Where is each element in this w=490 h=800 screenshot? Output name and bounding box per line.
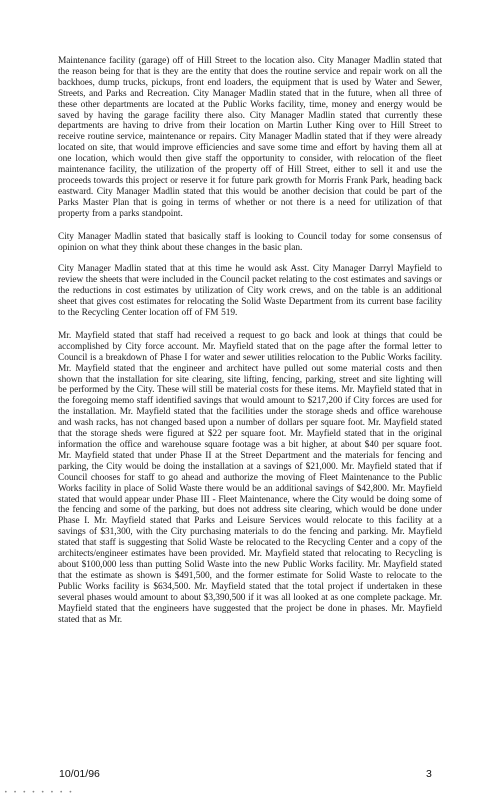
paragraph-1: Maintenance facility (garage) off of Hill Street to the location also. City Manager Madlin stated that the reason being for that is they are the entity that does the routine service and repair work on all the backhoes, dump trucks, pickups, front end loaders, the equipment that is used by Water and Sewer, Streets, and Parks and Recreation. City Manager Madlin stated that in the future, when all three of these other departments are located at the Public Works facility, time, money and energy would be saved by having the garage facility there also. City Manager Madlin stated that currently these departments are having to drive from their location on Martin Luther King over to Hill Street to receive routine service, maintenance or repairs. City Manager Madlin stated that if they were already located on site, that would improve efficiencies and save some time and effort by having them all at one location, which would then give staff the opportunity to consider, with relocation of the fleet maintenance facility, the utilization of the property off of Hill Street, either to sell it and use the proceeds towards this project or reserve it for future park growth for Morris Frank Park, heading back eastward. City Manager Madlin stated that this would be another decision that could be part of the Parks Master Plan that is going in terms of whether or not there is a need for utilization of that property from a parks standpoint.	[58, 56, 442, 219]
page-number: 3	[426, 768, 432, 780]
scan-edge-artifact: • • • • • • • •	[4, 789, 74, 796]
paragraph-2: City Manager Madlin stated that basically staff is looking to Council today for some consensus of opinion on what they think about these changes in the basic plan.	[58, 231, 442, 253]
footer-date: 10/01/96	[59, 768, 100, 780]
paragraph-3: City Manager Madlin stated that at this time he would ask Asst. City Manager Darryl Mayfield to review the sheets that were included in the Council packet relating to the cost estimates and savings or the reductions in cost estimates by utilization of City work crews, and on the table is an additional sheet that gives cost estimates for relocating the Solid Waste Department from its current base facility to the Recycling Center location off of FM 519.	[58, 264, 442, 319]
page-body	[58, 56, 442, 636]
paragraph-4: Mr. Mayfield stated that staff had received a request to go back and look at things that could be accomplished by City force account. Mr. Mayfield stated that on the page after the formal letter to Council is a breakdown of Phase I for water and sewer utilities relocation to the Public Works facility. Mr. Mayfield stated that the engineer and architect have pulled out some material costs and then shown that the installation for site clearing, site lifting, fencing, parking, street and site lighting will be performed by the City. These will still be material costs for these items. Mr. Mayfield stated that in the foregoing memo staff identified savings that would amount to $217,200 if City forces are used for the installation. Mr. Mayfield stated that the facilities under the storage sheds and office warehouse and wash racks, has not changed based upon a number of dollars per square foot. Mr. Mayfield stated that the storage sheds were figured at $22 per square foot. Mr. Mayfield stated that in the original information the office and warehouse square footage was a bit higher, at about $40 per square foot. Mr. Mayfield stated that under Phase II at the Street Department and the materials for fencing and parking, the City would be doing the installation at a savings of $21,000. Mr. Mayfield stated that if Council chooses for staff to go ahead and authorize the moving of Fleet Maintenance to the Public Works facility in place of Solid Waste there would be an additional savings of $42,800. Mr. Mayfield stated that would appear under Phase III - Fleet Maintenance, where the City would be doing some of the fencing and some of the parking, but does not address site clearing, which would be done under Phase I. Mr. Mayfield stated that Parks and Leisure Services would relocate to this facility at a savings of $31,300, with the City purchasing materials to do the fencing and parking. Mr. Mayfield stated that staff is suggesting that Solid Waste be relocated to the Recycling Center and a copy of the architects/engineer estimates have been provided. Mr. Mayfield stated that relocating to Recycling is about $100,000 less than putting Solid Waste into the new Public Works facility. Mr. Mayfield stated that the estimate as shown is $491,500, and the former estimate for Solid Waste to relocate to the Public Works facility is $634,500. Mr. Mayfield stated that the total project if undertaken in these several phases would amount to about $3,390,500 if it was all looked at as one complete package. Mr. Mayfield stated that the engineers have suggested that the project be done in phases. Mr. Mayfield stated that as Mr.	[58, 330, 442, 625]
